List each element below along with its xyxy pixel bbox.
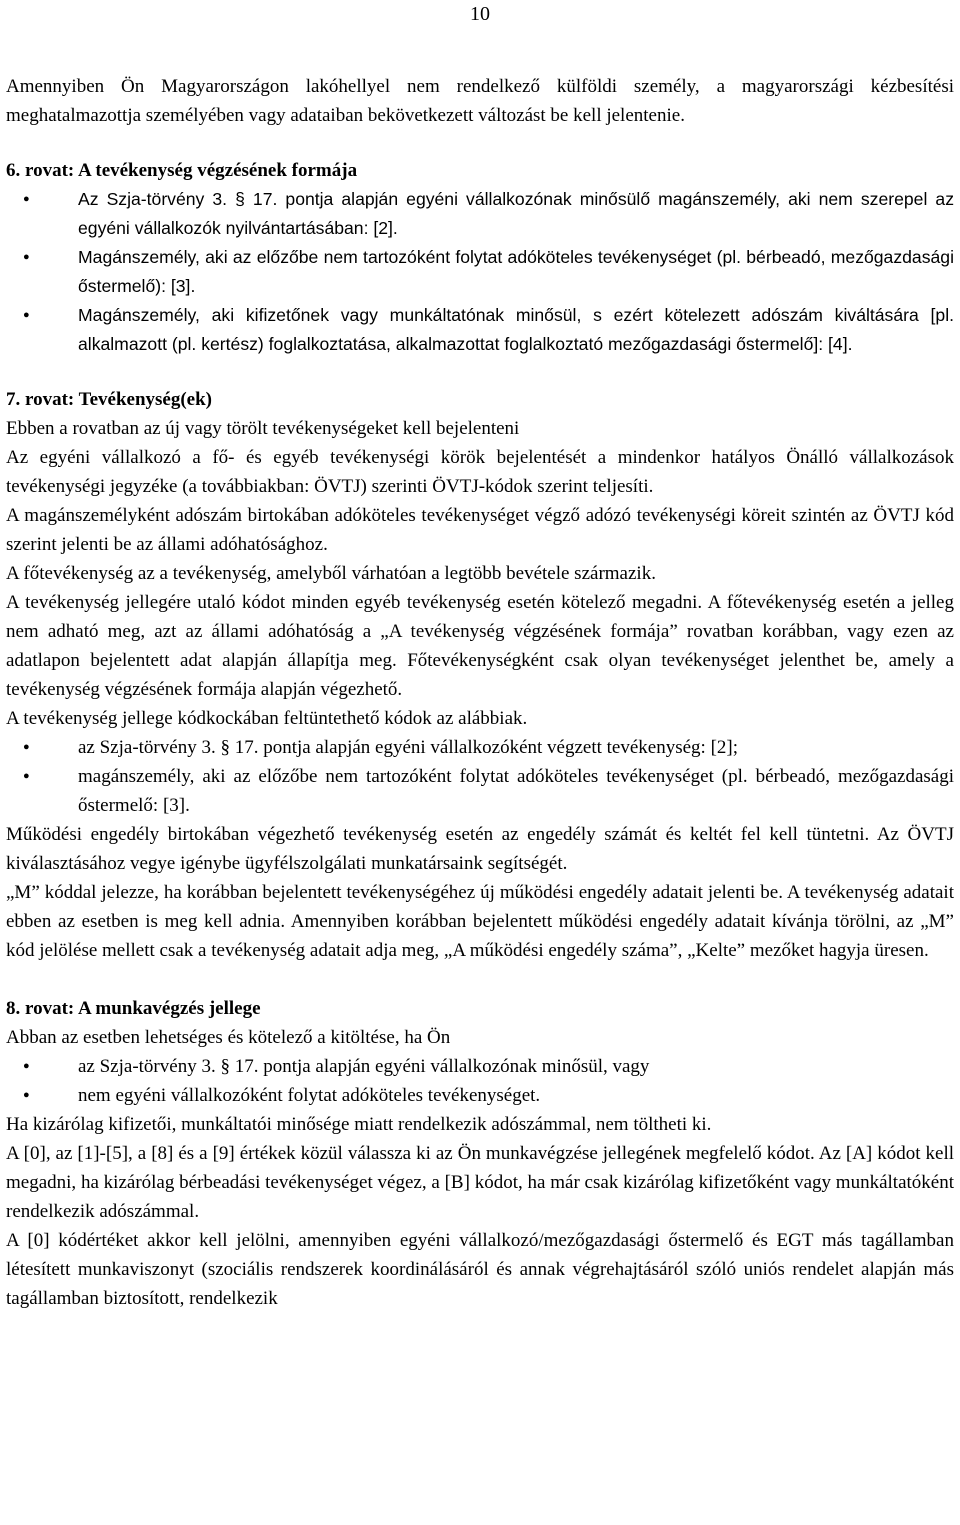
paragraph: A magánszemélyként adószám birtokában adóköteles tevékenységet végző adózó tevékenységi köreit szintén az ÖVTJ kód szerint jelenti be az állami adóhatósághoz.: [6, 505, 954, 555]
paragraph: Ebben a rovatban az új vagy törölt tevékenységeket kell bejelenteni: [6, 418, 520, 439]
section-8-list: [6, 1052, 954, 1110]
list-item: ● magánszemély, aki az előzőbe nem tartozóként folytat adóköteles tevékenységet (pl. bérbeadó, mezőgazdasági őstermelő: [3].: [78, 762, 954, 820]
paragraph: A [0], az [1]-[5], a [8] és a [9] értékek közül válassza ki az Ön munkavégzése jellegének megfelelő kódot. Az [A] kódot kell megadni, ha kizárólag bérbeadási tevékenységet végez, a [B] kódot, ha már csak kizárólag kifizetőként vagy munkáltatóként rendelkezik adószámmal.: [6, 1143, 954, 1222]
list-item: ● nem egyéni vállalkozóként folytat adóköteles tevékenységet.: [78, 1081, 954, 1110]
paragraph: „M” kóddal jelezze, ha korábban bejelentett tevékenységéhez új működési engedély adatait jelenti be. A tevékenység adatait ebben az esetben is meg kell adnia. Amennyiben korábban bejelentett működési engedély adatait kívánja törölni, az „M” kód jelölése mellett csak a tevékenység adatait adja meg, „A működési engedély száma”, „Kelte” mezőket hagyja üresen.: [6, 882, 954, 961]
section-7: [6, 385, 954, 965]
paragraph: A főtevékenység az a tevékenység, amelyből várhatóan a legtöbb bevétele származik.: [6, 563, 656, 584]
intro-paragraph: Amennyiben Ön Magyarországon lakóhellyel nem rendelkező külföldi személy, a magyarországi kézbesítési meghatalmazottja személyében vagy adataiban bekövetkezett változást be kell jelentenie.: [6, 76, 954, 126]
list-item: ● az Szja-törvény 3. § 17. pontja alapján egyéni vállalkozónak minősül, vagy: [78, 1052, 954, 1081]
paragraph: A [0] kódértéket akkor kell jelölni, amennyiben egyéni vállalkozó/mezőgazdasági őstermelő és EGT más tagállamban létesített munkaviszonyt (szociális rendszerek koordinálásáról és annak végrehajtásáról szóló uniós rendelet alapján más tagállamban biztosított, rendelkezik: [6, 1230, 954, 1309]
section-8-heading: 8. rovat: A munkavégzés jellege: [6, 998, 261, 1019]
list-item: ● Az Szja-törvény 3. § 17. pontja alapján egyéni vállalkozónak minősülő magánszemély, aki nem szerepel az egyéni vállalkozók nyilvántartásában: [2].: [78, 185, 954, 243]
section-6: [6, 156, 954, 359]
section-6-list: [6, 185, 954, 359]
paragraph: A tevékenység jellege kódkockában feltüntethető kódok az alábbiak.: [6, 708, 528, 729]
paragraph: A tevékenység jellegére utaló kódot minden egyéb tevékenység esetén kötelező megadni. A főtevékenység esetén a jelleg nem adható meg, azt az állami adóhatóság a „A tevékenység végzésének formája” rovatban korábban, vagy ezen az adatlapon bejelentett adat alapján állapítja meg. Főtevékenységként csak olyan tevékenységet jelenthet be, amely a tevékenység végzésének formája alapján végezhető.: [6, 592, 954, 700]
list-item: ● az Szja-törvény 3. § 17. pontja alapján egyéni vállalkozóként végzett tevékenység: [2];: [78, 733, 954, 762]
list-item: ● Magánszemély, aki kifizetőnek vagy munkáltatónak minősül, s ezért kötelezett adószám kiváltására [pl. alkalmazott (pl. kertész) foglalkoztatása, alkalmazottat foglalkoztató mezőgazdasági őstermelő]: [4].: [78, 301, 954, 359]
paragraph: Az egyéni vállalkozó a fő- és egyéb tevékenységi körök bejelentését a mindenkor hatályos Önálló vállalkozások tevékenységi jegyzéke (a továbbiakban: ÖVTJ) szerinti ÖVTJ-kódok szerint teljesíti.: [6, 447, 954, 497]
paragraph: Ha kizárólag kifizetői, munkáltatói minősége miatt rendelkezik adószámmal, nem töltheti ki.: [6, 1114, 712, 1135]
section-7-heading: 7. rovat: Tevékenység(ek): [6, 389, 212, 410]
section-7-list: [6, 733, 954, 820]
paragraph: Működési engedély birtokában végezhető tevékenység esetén az engedély számát és keltét fel kell tüntetni. Az ÖVTJ kiválasztásához vegye igénybe ügyfélszolgálati munkatársaink segítségét.: [6, 824, 954, 874]
section-6-heading: 6. rovat: A tevékenység végzésének formája: [6, 160, 358, 181]
page-number: 10: [470, 3, 490, 25]
page-content: [6, 72, 954, 1313]
paragraph: Abban az esetben lehetséges és kötelező a kitöltése, ha Ön: [6, 1027, 451, 1048]
section-8: [6, 994, 954, 1313]
list-item: ● Magánszemély, aki az előzőbe nem tartozóként folytat adóköteles tevékenységet (pl. bérbeadó, mezőgazdasági őstermelő): [3].: [78, 243, 954, 301]
